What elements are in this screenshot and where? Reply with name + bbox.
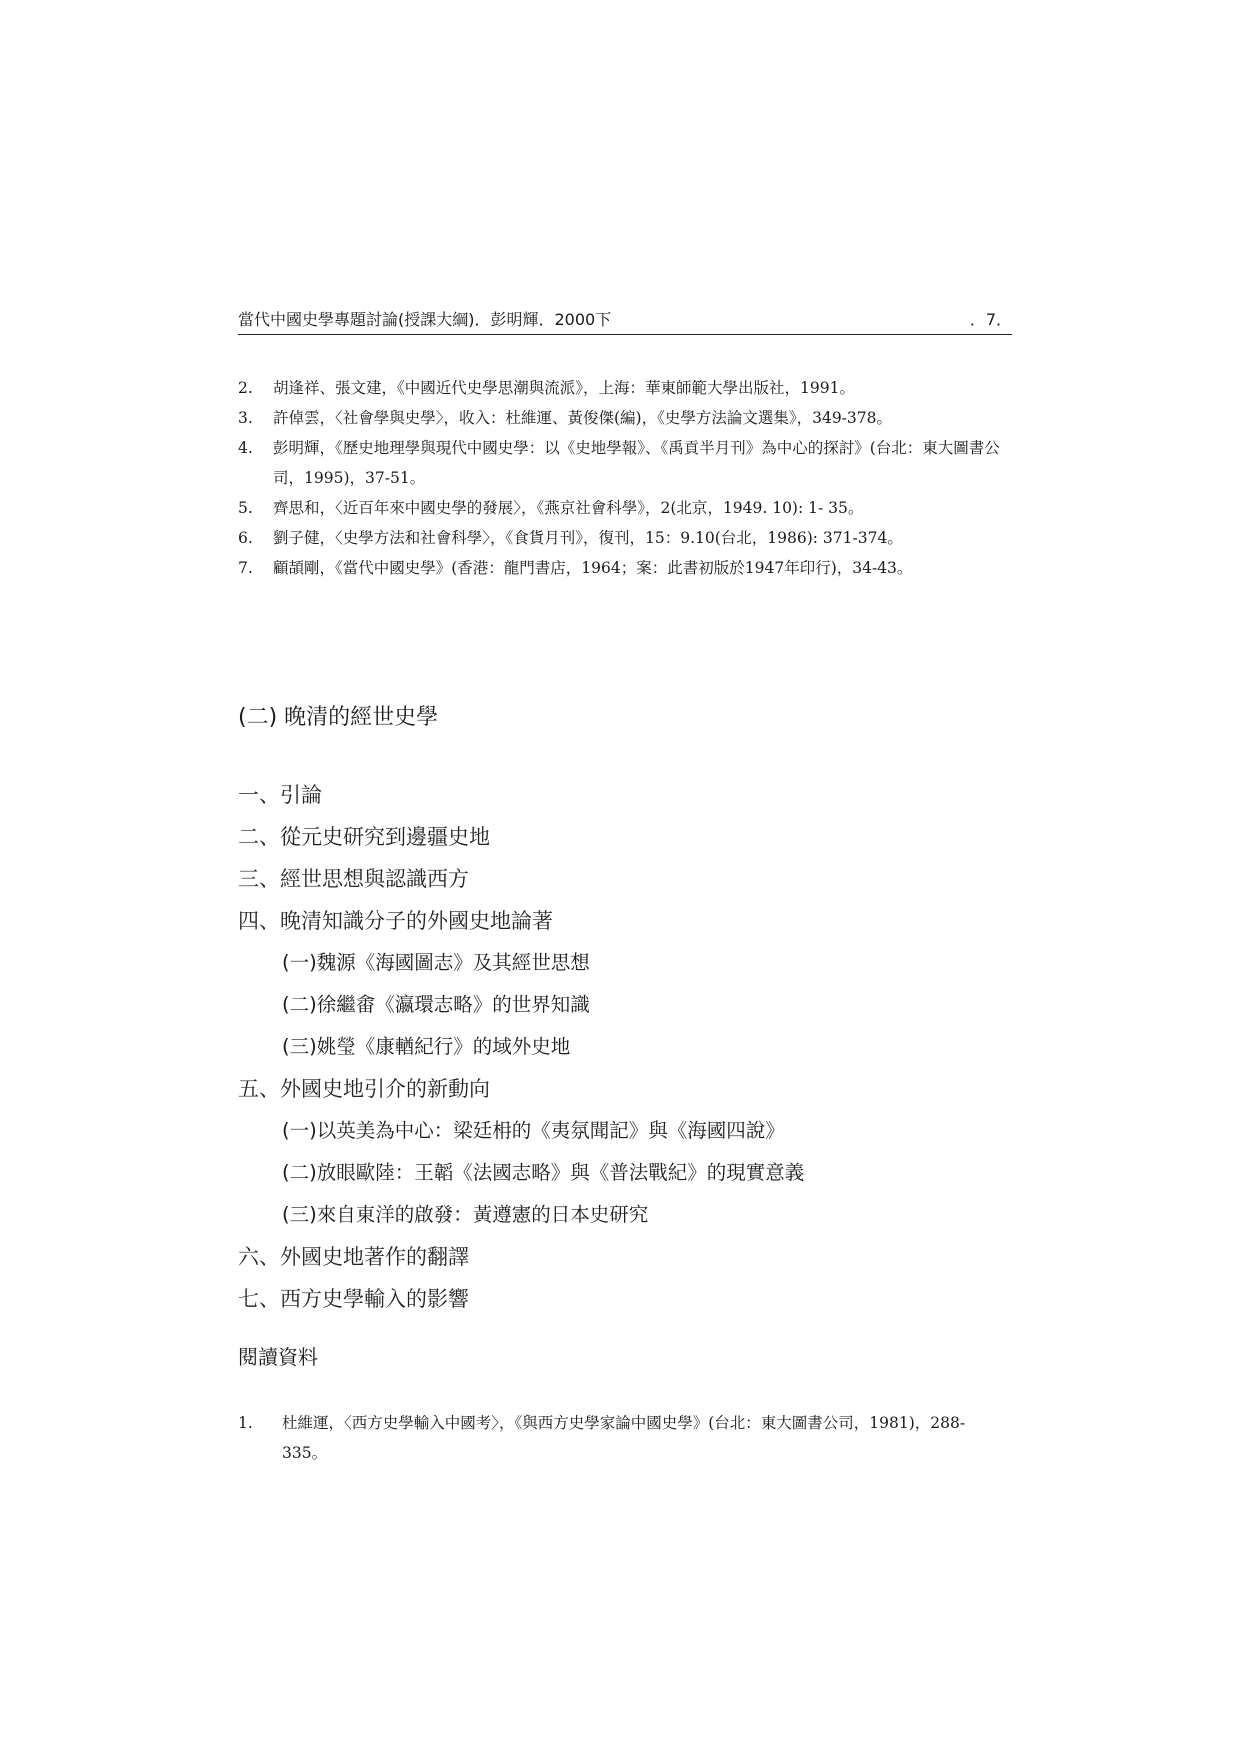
list-item bbox=[238, 493, 1012, 523]
outline-item: 七、西方史學輸入的影響 bbox=[238, 1287, 469, 1311]
reference-text: 齊思和，〈近百年來中國史學的發展〉，《燕京社會科學》，2(北京，1949. 10): 1- 35。 bbox=[273, 499, 864, 517]
reading-heading: 閱讀資料 bbox=[238, 1345, 318, 1369]
reference-number: 7. bbox=[238, 559, 253, 577]
outline-item: 一、引論 bbox=[238, 783, 322, 807]
reference-text: 胡逢祥、張文建，《中國近代史學思潮與流派》，上海：華東師範大學出版社，1991。 bbox=[273, 379, 855, 397]
reference-number: 3. bbox=[238, 409, 253, 427]
reference-text: 彭明輝，《歷史地理學與現代中國史學：以《史地學報》、《禹貢半月刊》為中心的探討》(台北：東大圖書公司，1995)，37-51。 bbox=[273, 439, 1000, 487]
running-header bbox=[238, 309, 1012, 335]
list-item bbox=[238, 1408, 1012, 1468]
list-item bbox=[238, 523, 1012, 553]
outline-subitem: (二)放眼歐陸：王韜《法國志略》與《普法戰紀》的現實意義 bbox=[282, 1161, 805, 1184]
outline-subitem: (三)姚瑩《康輶紀行》的域外史地 bbox=[282, 1035, 571, 1058]
header-title: 當代中國史學專題討論(授課大綱)．彭明輝．2000下 bbox=[238, 310, 612, 329]
reference-list bbox=[238, 373, 1012, 583]
outline-subitem: (一)魏源《海國圖志》及其經世思想 bbox=[282, 951, 590, 974]
reference-number: 6. bbox=[238, 529, 253, 547]
page-number: ．7． bbox=[969, 310, 1012, 329]
outline-item: 二、從元史研究到邊疆史地 bbox=[238, 825, 490, 849]
outline-item: 三、經世思想與認識西方 bbox=[238, 867, 469, 891]
section-heading: (二) 晚清的經世史學 bbox=[238, 705, 439, 730]
outline-subitem: (三)來自東洋的啟發：黃遵憲的日本史研究 bbox=[282, 1203, 649, 1226]
outline-item: 五、外國史地引介的新動向 bbox=[238, 1077, 490, 1101]
outline-item: 六、外國史地著作的翻譯 bbox=[238, 1245, 469, 1269]
reference-number: 2. bbox=[238, 379, 253, 397]
reference-number: 4. bbox=[238, 439, 253, 457]
reference-number: 5. bbox=[238, 499, 253, 517]
reading-text: 杜維運，〈西方史學輸入中國考〉，《與西方史學家論中國史學》(台北：東大圖書公司，1981)，288- 335。 bbox=[282, 1414, 966, 1462]
list-item bbox=[238, 553, 1012, 583]
list-item bbox=[238, 433, 1012, 493]
reading-list bbox=[238, 1408, 1012, 1468]
reference-text: 劉子健，〈史學方法和社會科學〉，《食貨月刊》，復刊，15：9.10(台北，1986): 371-374。 bbox=[273, 529, 903, 547]
reading-number: 1. bbox=[238, 1414, 253, 1432]
list-item bbox=[238, 373, 1012, 403]
list-item bbox=[238, 403, 1012, 433]
outline-subitem: (二)徐繼畬《瀛環志略》的世界知識 bbox=[282, 993, 590, 1016]
reference-text: 許倬雲，〈社會學與史學〉，收入：杜維運、黃俊傑(編)，《史學方法論文選集》，349-378。 bbox=[273, 409, 893, 427]
outline-subitem: (一)以英美為中心：梁廷枏的《夷氛聞記》與《海國四說》 bbox=[282, 1119, 785, 1142]
reference-text: 顧頡剛，《當代中國史學》(香港：龍門書店，1964；案：此書初版於1947年印行)，34-43。 bbox=[273, 559, 913, 577]
course-outline bbox=[238, 774, 1012, 1320]
outline-item: 四、晚清知識分子的外國史地論著 bbox=[238, 909, 553, 933]
